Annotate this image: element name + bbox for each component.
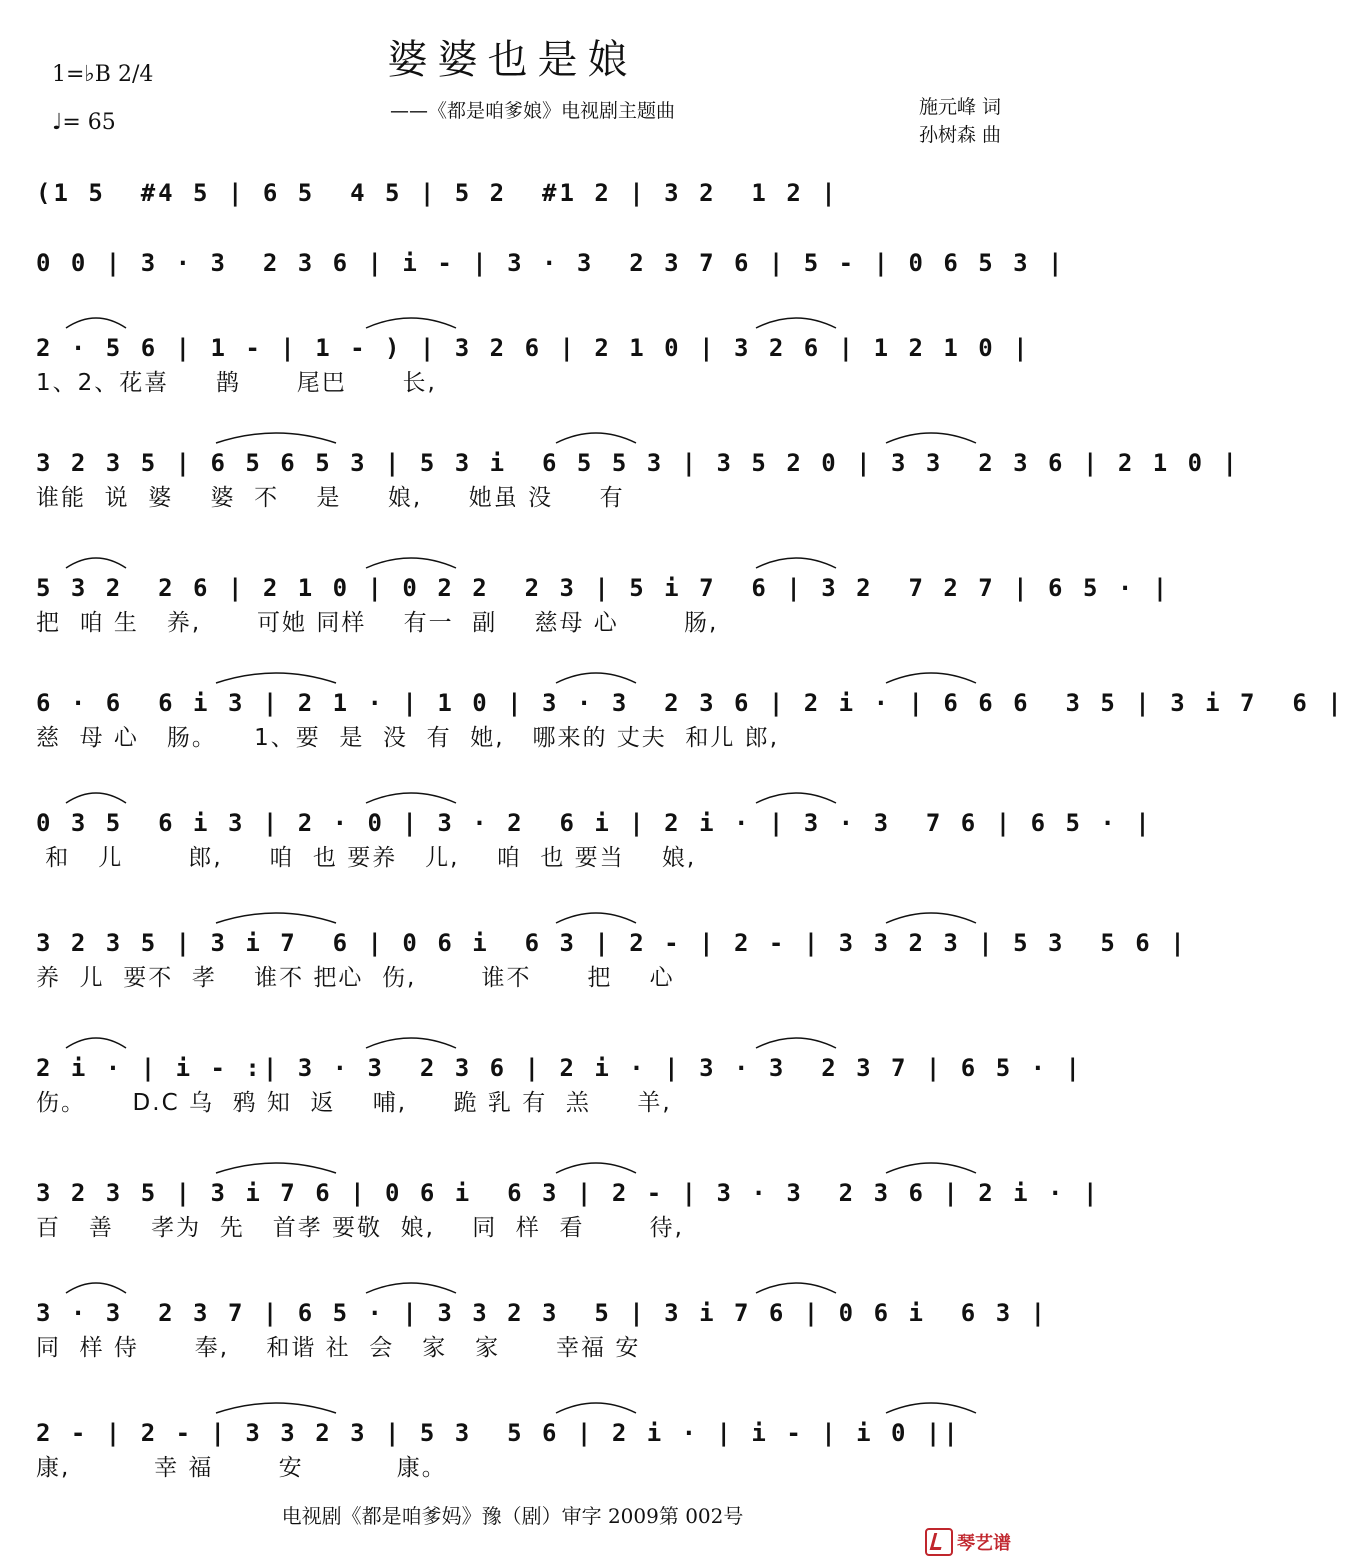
- score-row: [36, 540, 1171, 636]
- lyrics-line: 同 样 侍 奉, 和谐 社 会 家 家 幸福 安: [36, 1335, 641, 1361]
- score-row: [36, 215, 1066, 311]
- site-logo: [925, 1528, 1011, 1556]
- notation-line: 6 · 6 6 i 3 | 2 1 · | 1 0 | 3 · 3 2 3 6 | 2 i · | 6 6 6 3 5 | 3 i 7 6 |: [36, 689, 1345, 717]
- score-row: [36, 1385, 1004, 1481]
- notation-line: 2 i · | i - :| 3 · 3 2 3 6 | 2 i · | 3 · 3 2 3 7 | 6 5 · |: [36, 1054, 1083, 1082]
- notation-line: 2 · 5 6 | 1 - | 1 - ) | 3 2 6 | 2 1 0 | 3 2 6 | 1 2 1 0 |: [36, 334, 1031, 362]
- logo-text: 琴艺谱: [957, 1533, 1011, 1554]
- slur: [556, 433, 636, 443]
- slur: [366, 1038, 456, 1048]
- slur: [366, 793, 456, 803]
- subtitle: ——《都是咱爹娘》电视剧主题曲: [390, 100, 676, 122]
- slur: [886, 913, 976, 923]
- lyrics-line: 把 咱 生 养, 可她 同样 有一 副 慈母 心 肠,: [36, 610, 719, 636]
- score-row: [36, 655, 1345, 751]
- slur: [216, 1163, 336, 1173]
- notation-line: 0 0 | 3 · 3 2 3 6 | i - | 3 · 3 2 3 7 6 | 5 - | 0 6 5 3 |: [36, 249, 1066, 277]
- slur: [366, 318, 456, 328]
- lyrics-line: 康, 幸 福 安 康。: [36, 1455, 447, 1481]
- lyrics-line: 慈 母 心 肠。 1、要 是 没 有 她, 哪来的 丈夫 和儿 郎,: [36, 725, 780, 751]
- slur: [366, 1283, 456, 1293]
- slur: [216, 673, 336, 683]
- key-signature: 1=♭B 2/4: [52, 62, 154, 87]
- slur: [216, 433, 336, 443]
- slur: [756, 1283, 836, 1293]
- score-row: [36, 1145, 1101, 1241]
- notation-line: (1 5 #4 5 | 6 5 4 5 | 5 2 #1 2 | 3 2 1 2 |: [36, 179, 839, 207]
- slur: [66, 1038, 126, 1048]
- score-row: [36, 415, 1240, 511]
- lyrics-line: 谁能 说 婆 婆 不 是 娘, 她虽 没 有: [36, 485, 625, 511]
- slur: [556, 913, 636, 923]
- slur: [66, 793, 126, 803]
- slur: [756, 793, 836, 803]
- lyrics-line: 伤。 D.C 乌 鸦 知 返 哺, 跪 乳 有 羔 羊,: [36, 1090, 672, 1116]
- slur: [556, 1403, 636, 1413]
- slur: [886, 1163, 976, 1173]
- slur: [66, 318, 126, 328]
- notation-line: 3 2 3 5 | 6 5 6 5 3 | 5 3 i 6 5 5 3 | 3 5 2 0 | 3 3 2 3 6 | 2 1 0 |: [36, 449, 1240, 477]
- lyrics-line: 和 儿 郎, 咱 也 要养 儿, 咱 也 要当 娘,: [36, 845, 697, 871]
- slur: [886, 433, 976, 443]
- slur: [556, 673, 636, 683]
- slur: [756, 558, 836, 568]
- slur: [886, 1403, 976, 1413]
- composer-credit: 孙树森 曲: [918, 124, 1001, 146]
- notation-line: 5 3 2 2 6 | 2 1 0 | 0 2 2 2 3 | 5 i 7 6 | 3 2 7 2 7 | 6 5 · |: [36, 574, 1171, 602]
- score-row: [36, 895, 1188, 991]
- notation-line: 3 · 3 2 3 7 | 6 5 · | 3 3 2 3 5 | 3 i 7 6 | 0 6 i 6 3 |: [36, 1299, 1049, 1327]
- notation-line: 3 2 3 5 | 3 i 7 6 | 0 6 i 6 3 | 2 - | 3 · 3 2 3 6 | 2 i · |: [36, 1179, 1101, 1207]
- lyrics-line: 养 儿 要不 孝 谁不 把心 伤, 谁不 把 心: [36, 965, 675, 991]
- logo-icon: [925, 1528, 953, 1556]
- score-row: [36, 1265, 1049, 1361]
- slur: [756, 1038, 836, 1048]
- slur: [216, 1403, 336, 1413]
- score-row: [36, 775, 1153, 871]
- lyrics-line: 百 善 孝为 先 首孝 要敬 娘, 同 样 看 待,: [36, 1215, 684, 1241]
- slur: [366, 558, 456, 568]
- score-title: 婆婆也是娘: [387, 37, 638, 83]
- tempo-marking: ♩= 65: [52, 110, 116, 135]
- score-row: [36, 1020, 1083, 1116]
- slur: [756, 318, 836, 328]
- slur: [216, 913, 336, 923]
- slur: [66, 558, 126, 568]
- notation-line: 0 3 5 6 i 3 | 2 · 0 | 3 · 2 6 i | 2 i · | 3 · 3 7 6 | 6 5 · |: [36, 809, 1153, 837]
- score-row: [36, 300, 1031, 396]
- slur: [886, 673, 976, 683]
- slur: [66, 1283, 126, 1293]
- lyricist-credit: 施元峰 词: [918, 96, 1001, 118]
- notation-line: 2 - | 2 - | 3 3 2 3 | 5 3 5 6 | 2 i · | i - | i 0 ||: [36, 1419, 961, 1447]
- footer-approval: 电视剧《都是咱爹妈》豫（剧）审字 2009第 002号: [281, 1504, 744, 1528]
- notation-line: 3 2 3 5 | 3 i 7 6 | 0 6 i 6 3 | 2 - | 2 - | 3 3 2 3 | 5 3 5 6 |: [36, 929, 1188, 957]
- lyrics-line: 1、2、花喜 鹊 尾巴 长,: [36, 370, 437, 396]
- slur: [556, 1163, 636, 1173]
